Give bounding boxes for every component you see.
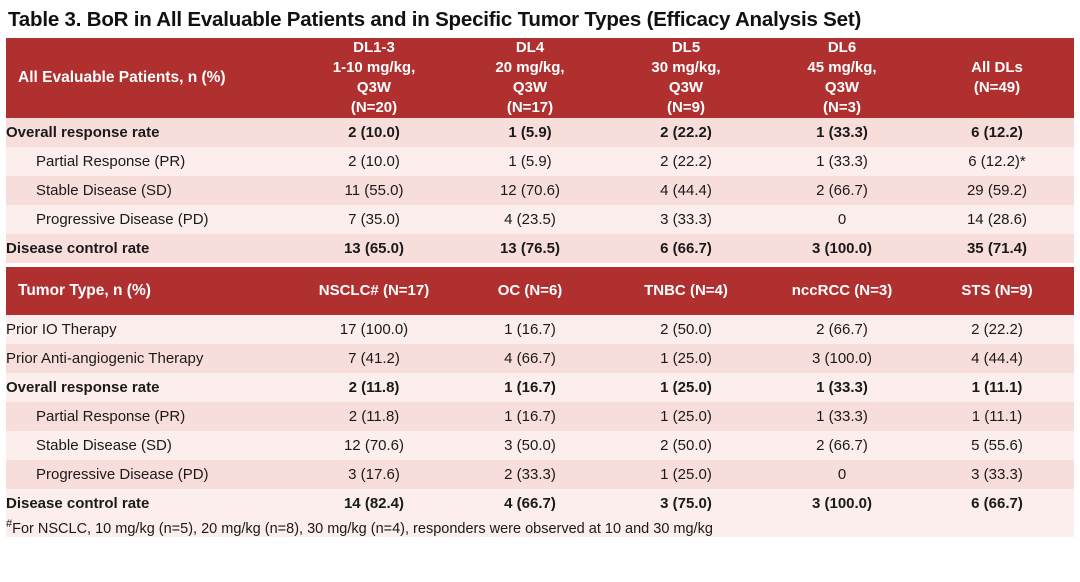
col-line: Q3W — [356, 79, 392, 96]
section1-header-label: All Evaluable Patients, n (%) — [6, 38, 296, 118]
section2-header-col-5 — [920, 267, 1074, 315]
section1-header-col-5 — [920, 38, 1074, 118]
row-value: 5 (55.6) — [920, 431, 1074, 460]
row-value: 1 (33.3) — [764, 147, 920, 176]
row-value: 35 (71.4) — [920, 234, 1074, 263]
row-value: 2 (10.0) — [296, 147, 452, 176]
col-line: (N=49) — [973, 79, 1021, 96]
row-value: 1 (16.7) — [452, 373, 608, 402]
table-row — [6, 344, 1074, 373]
row-value: 14 (82.4) — [296, 489, 452, 518]
section1-header-col-4 — [764, 38, 920, 118]
row-value: 1 (16.7) — [452, 402, 608, 431]
col-line: DL1-3 — [353, 39, 395, 56]
row-value: 4 (66.7) — [452, 344, 608, 373]
col-line: Q3W — [512, 79, 548, 96]
row-value: 3 (33.3) — [608, 205, 764, 234]
row-label: Stable Disease (SD) — [6, 431, 296, 460]
footnote-cell — [6, 518, 1074, 537]
footnote-marker: # — [6, 518, 13, 530]
row-label: Overall response rate — [6, 373, 296, 402]
col-line: (N=4) — [689, 282, 728, 299]
row-value: 1 (25.0) — [608, 402, 764, 431]
row-label: Disease control rate — [6, 234, 296, 263]
table-row — [6, 402, 1074, 431]
row-label: Partial Response (PR) — [6, 147, 296, 176]
row-value: 1 (25.0) — [608, 344, 764, 373]
row-value: 6 (12.2)* — [920, 147, 1074, 176]
col-line: DL5 — [671, 39, 701, 56]
col-line: TNBC — [644, 282, 686, 299]
row-value: 0 — [764, 460, 920, 489]
row-value: 2 (66.7) — [764, 315, 920, 344]
row-value: 1 (11.1) — [920, 402, 1074, 431]
row-value: 2 (50.0) — [608, 315, 764, 344]
row-label: Prior IO Therapy — [6, 315, 296, 344]
row-value: 13 (65.0) — [296, 234, 452, 263]
section2-header-col-3 — [608, 267, 764, 315]
table-row — [6, 315, 1074, 344]
row-value: 1 (25.0) — [608, 460, 764, 489]
section2-header-col-4 — [764, 267, 920, 315]
col-line: nccRCC — [791, 282, 851, 299]
col-line: (N=9) — [667, 99, 705, 116]
row-value: 1 (5.9) — [452, 118, 608, 147]
row-value: 2 (22.2) — [608, 118, 764, 147]
row-value: 6 (66.7) — [920, 489, 1074, 518]
row-value: 4 (44.4) — [920, 344, 1074, 373]
col-line: DL6 — [827, 39, 857, 56]
row-value: 2 (22.2) — [608, 147, 764, 176]
section2-header-label: Tumor Type, n (%) — [6, 267, 296, 315]
col-line: (N=6) — [524, 282, 563, 299]
page-title: Table 3. BoR in All Evaluable Patients and in Specific Tumor Types (Efficacy Analysis Set) — [8, 8, 862, 31]
row-value: 3 (100.0) — [764, 489, 920, 518]
table-row — [6, 176, 1074, 205]
row-value: 6 (66.7) — [608, 234, 764, 263]
table-row — [6, 373, 1074, 402]
bor-table — [6, 38, 1074, 537]
table-row — [6, 431, 1074, 460]
row-value: 2 (11.8) — [296, 402, 452, 431]
col-line: (N=3) — [823, 99, 861, 116]
col-line: OC — [497, 282, 521, 299]
row-value: 17 (100.0) — [296, 315, 452, 344]
row-value: 3 (33.3) — [920, 460, 1074, 489]
col-line: (N=17) — [382, 282, 430, 299]
row-label: Prior Anti-angiogenic Therapy — [6, 344, 296, 373]
col-line: 1-10 mg/kg, — [332, 59, 416, 76]
row-value: 2 (66.7) — [764, 431, 920, 460]
section1-header-col-1 — [296, 38, 452, 118]
row-label: Disease control rate — [6, 489, 296, 518]
row-value: 2 (11.8) — [296, 373, 452, 402]
col-line: STS — [961, 282, 991, 299]
footnote-text: For NSCLC, 10 mg/kg (n=5), 20 mg/kg (n=8), 30 mg/kg (n=4), responders were observed at 10 and 30 mg/kg — [12, 520, 713, 537]
col-line: (N=17) — [506, 99, 554, 116]
section2-header-col-2 — [452, 267, 608, 315]
row-value: 4 (66.7) — [452, 489, 608, 518]
row-value: 0 — [764, 205, 920, 234]
row-value: 7 (41.2) — [296, 344, 452, 373]
col-line: 30 mg/kg, — [651, 59, 721, 76]
table-row — [6, 205, 1074, 234]
row-label: Partial Response (PR) — [6, 402, 296, 431]
table-row — [6, 118, 1074, 147]
section1-header-col-2 — [452, 38, 608, 118]
row-value: 11 (55.0) — [296, 176, 452, 205]
row-value: 6 (12.2) — [920, 118, 1074, 147]
row-value: 1 (33.3) — [764, 373, 920, 402]
col-line: All DLs — [971, 59, 1023, 76]
row-value: 12 (70.6) — [296, 431, 452, 460]
row-value: 1 (5.9) — [452, 147, 608, 176]
col-line: Q3W — [668, 79, 704, 96]
footnote-row — [6, 518, 1074, 537]
row-value: 4 (23.5) — [452, 205, 608, 234]
table-row — [6, 147, 1074, 176]
row-value: 3 (100.0) — [764, 234, 920, 263]
col-line: DL4 — [515, 39, 545, 56]
row-value: 1 (33.3) — [764, 402, 920, 431]
table-row — [6, 489, 1074, 518]
col-line: (N=20) — [350, 99, 398, 116]
row-label: Progressive Disease (PD) — [6, 460, 296, 489]
table-row — [6, 234, 1074, 263]
row-value: 1 (16.7) — [452, 315, 608, 344]
table-row — [6, 460, 1074, 489]
row-value: 2 (50.0) — [608, 431, 764, 460]
row-value: 1 (25.0) — [608, 373, 764, 402]
section1-header-row — [6, 38, 1074, 118]
row-value: 13 (76.5) — [452, 234, 608, 263]
col-line: (N=9) — [994, 282, 1033, 299]
row-value: 2 (22.2) — [920, 315, 1074, 344]
row-value: 3 (50.0) — [452, 431, 608, 460]
row-value: 29 (59.2) — [920, 176, 1074, 205]
section2-header-row — [6, 267, 1074, 315]
row-value: 2 (66.7) — [764, 176, 920, 205]
col-line: 45 mg/kg, — [807, 59, 877, 76]
row-value: 1 (11.1) — [920, 373, 1074, 402]
row-value: 3 (100.0) — [764, 344, 920, 373]
row-value: 12 (70.6) — [452, 176, 608, 205]
row-label: Progressive Disease (PD) — [6, 205, 296, 234]
row-value: 2 (10.0) — [296, 118, 452, 147]
section1-header-col-3 — [608, 38, 764, 118]
row-label: Overall response rate — [6, 118, 296, 147]
col-line: NSCLC# — [318, 282, 379, 299]
row-value: 1 (33.3) — [764, 118, 920, 147]
row-label: Stable Disease (SD) — [6, 176, 296, 205]
row-value: 4 (44.4) — [608, 176, 764, 205]
col-line: (N=3) — [854, 282, 893, 299]
col-line: Q3W — [824, 79, 860, 96]
row-value: 14 (28.6) — [920, 205, 1074, 234]
section2-header-col-1 — [296, 267, 452, 315]
row-value: 3 (17.6) — [296, 460, 452, 489]
row-value: 2 (33.3) — [452, 460, 608, 489]
row-value: 3 (75.0) — [608, 489, 764, 518]
row-value: 7 (35.0) — [296, 205, 452, 234]
col-line: 20 mg/kg, — [495, 59, 565, 76]
